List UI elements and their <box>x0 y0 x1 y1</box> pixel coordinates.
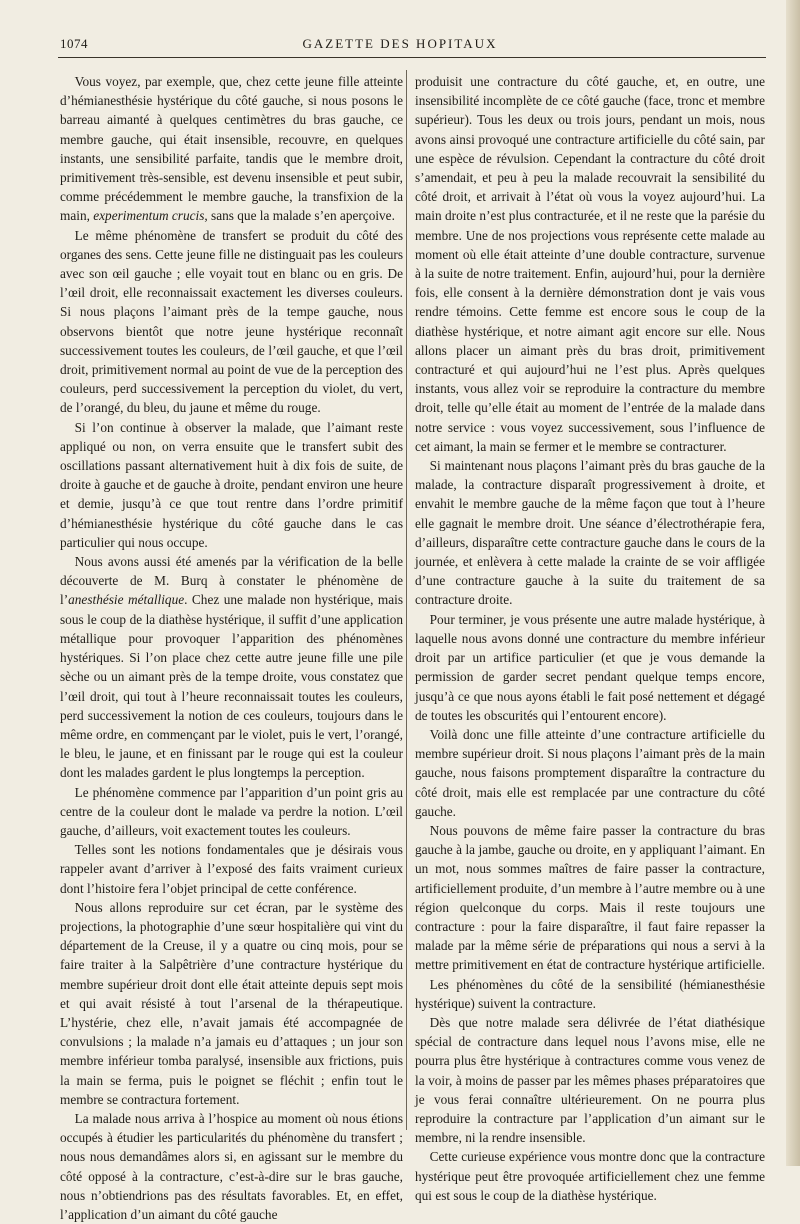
text-run: Cette curieuse expérience vous montre donc que la contracture hystérique peut être provoquée artificiellement chez une femme qui est sous le coup de la diathèse hystérique. <box>415 1149 765 1203</box>
paragraph <box>415 1013 765 1147</box>
text-run: Telles sont les notions fondamentales que je désirais vous rappeler avant d’arriver à l’exposé des faits vraiment curieux dont l’histoire fera l’objet principal de cette conférence. <box>60 842 403 896</box>
text-run: Nous avons aussi été amenés par la vérification de la belle découverte de M. Burq à constater le phénomène de l’ <box>60 554 403 608</box>
running-title: GAZETTE DES HOPITAUX <box>302 36 498 51</box>
paragraph <box>60 840 403 898</box>
text-run: Les phénomènes du côté de la sensibilité (hémianesthésie hystérique) suivent la contracture. <box>415 976 765 1011</box>
text-run: . Chez une malade non hystérique, mais sous le coup de la diathèse hystérique, il suffit d’une application métallique pour provoquer l’apparition des phénomènes hystériques. Si l’on place chez cette autre jeune fille une pile sèche ou un aimant près de la tempe droite, vous constatez que l’œil droit, qui tout à l’heure reconnaissait toutes les couleurs, perd successivement la notion de ces couleurs, toujours dans le même ordre, en commençant par le violet, puis le vert, l’orangé, le bleu, le jaune, et en finissant par le rouge qui est la couleur dont les malades gardent le plus longtemps la perception. <box>60 592 404 781</box>
text-run: Si maintenant nous plaçons l’aimant près du bras gauche de la malade, la contracture disparaît progressivement à droite, et envahit le membre gauche de la même façon que tout à l’heure elle gagnait le membre droit. Une séance d’électrothérapie fera, d’ailleurs, disparaître cette contracture gauche dans le cours de la journée, et enlèvera à cette malade la crainte de se voir affligée d’une contracture gauche à la suite du traitement de sa contracture droite. <box>415 458 765 608</box>
paragraph <box>60 783 403 841</box>
italic-text: experimentum crucis <box>93 208 205 224</box>
header-rule <box>58 57 766 58</box>
paragraph <box>60 552 403 782</box>
paragraph <box>60 418 403 552</box>
paragraph <box>415 821 765 975</box>
paragraph <box>60 72 403 226</box>
paragraph <box>415 975 765 1013</box>
paragraph <box>415 610 765 725</box>
text-run: Si l’on continue à observer la malade, que l’aimant reste appliqué ou non, on verra ensuite que le transfert subit des oscillations passant alternativement huit à dix fois de suite, de droite à gauche et de gauche à droite, pendant environ une heure et demie, jusqu’à ce que tout rentre dans l’ordre primitif d’hémianesthésie hystérique du côté gauche dans le cas particulier qui nous occupe. <box>60 419 403 550</box>
italic-text: anesthésie métallique <box>68 592 185 608</box>
text-run: Dès que notre malade sera délivrée de l’état diathésique spécial de contracture dans lequel nous l’avons mise, elle ne pourra plus être hystérique à contractures comme vous venez de la voir, à moins de passer par les mêmes phases préparatoires que je vous ferai connaître ultérieurement. On ne pourra plus reproduire la contracture par l’application d’un aimant sur le membre, ni la rendre insensible. <box>415 1014 765 1146</box>
text-run: Voilà donc une fille atteinte d’une contracture artificielle du membre supérieur droit. Si nous plaçons l’aimant près de la main gauche, nous faisons promptement disparaître la contracture du côté droit, mais elle est remplacée par une contracture du côté gauche. <box>415 726 765 819</box>
paragraph <box>415 72 765 456</box>
right-column <box>415 72 765 1205</box>
page-spine <box>786 0 800 1166</box>
text-run: Nous allons reproduire sur cet écran, par le système des projections, la photographie d’une sœur hospitalière qui vint du département de la Creuse, il y a quatre ou cinq mois, pour se faire traiter à la Salpêtrière d’une contracture hystérique du membre supérieur droit dont elle était atteinte depuis sept mois et qui avait résisté à tout l’arsenal de la thérapeutique. L’hystérie, chez elle, n’avait jamais été accompagnée de convulsions ; la malade n’a jamais eu d’attaques ; un jour son membre inférieur tomba paralysé, insensible aux frictions, puis la main se ferma, puis le poignet se fléchit ; enfin tout le membre se contractura fortement. <box>60 899 403 1107</box>
paragraph <box>60 1109 403 1224</box>
text-run: , sans que la malade s’en aperçoive. <box>204 208 395 224</box>
paragraph <box>415 1147 765 1205</box>
text-run: Nous pouvons de même faire passer la contracture du bras gauche à la jambe, gauche ou droite, en y appliquant l’aimant. En un mot, nous sommes maîtres de faire passer la contracture, artificiellement produite, d’un membre à l’autre membre ou à une région quelconque du corps. Mais il reste toujours une contracture : pour la faire disparaître, il faut faire repasser la malade par la même série de préparations qui nous a servi à la mettre primitivement en état de contracture hystérique artificielle. <box>415 822 765 973</box>
column-divider <box>406 70 407 1130</box>
left-column <box>60 72 403 1224</box>
text-run: produisit une contracture du côté gauche, et, en outre, une insensibilité incomplète de ce côté gauche (face, tronc et membre supérieur). Tous les deux ou trois jours, pendant un mois, nous avons ainsi provoqué une contracture artificielle du côté sain, par une espèce de révulsion. Cependant la contracture du côté droit s’amendait, et peu à peu la malade recouvrait la sensibilité du côté droit, et arrivait à l’état où vous la voyez aujourd’hui. La main droite n’est plus contracturée, et il ne reste que la parésie du membre. Une de nos projections vous représente cette malade au moment où elle était atteinte d’une double contracture, survenue à la suite de notre traitement. Enfin, aujourd’hui, pour la dernière fois, elle consent à la dernière démonstration dont je vais vous rendre témoins. Cette femme est encore sous le coup de la diathèse hystérique, et notre aimant agit encore sur elle. Nous allons placer un aimant près du bras droit, primitivement contracturé et qui aujourd’hui ne l’est plus. Après quelques instants, vous allez voir se reproduire la contracture du membre droit, telle qu’elle était au moment de l’entrée de la malade dans notre service : vous voyez successivement, sous l’influence de cet aimant, la main se fermer et le membre se contracturer. <box>415 74 765 454</box>
paragraph <box>60 898 403 1109</box>
text-run: Vous voyez, par exemple, que, chez cette jeune fille atteinte d’hémianesthésie hystérique du côté gauche, si nous posons le barreau aimanté à quelques centimètres du bras gauche, ce membre gauche, qui était insensible, recouvre, en quelques instants, une sensibilité parfaite, tandis que le membre droit, primitivement très-sensible, est devenu insensible et peut subir, comme précédemment le membre gauche, la transfixion de la main, <box>60 74 403 224</box>
text-run: Le même phénomène de transfert se produit du côté des organes des sens. Cette jeune fille ne distinguait pas les couleurs avec son œil gauche ; elle voyait tout en blanc ou en gris. De l’œil droit, elle reconnaissait exactement les diverses couleurs. Si nous plaçons l’aimant près de la tempe gauche, nous observons bientôt que notre jeune hystérique reconnaît successivement toutes les couleurs, de l’œil gauche, et que l’œil droit, primitivement normal au point de vue de la perception des couleurs, perd successivement la perception du violet, du vert, de l’orangé, du bleu, du jaune et même du rouge. <box>60 227 403 416</box>
paragraph <box>415 725 765 821</box>
text-run: La malade nous arriva à l’hospice au moment où nous étions occupés à étudier les particularités du phénomène du transfert ; nous nous demandâmes alors si, en agissant sur le membre du côté opposé à la contracture, c’est-à-dire sur le bras gauche, nous n’obtiendrions pas des résultats favorables. Et, en effet, l’application d’un aimant du côté gauche <box>60 1110 403 1222</box>
text-run: Le phénomène commence par l’apparition d’un point gris au centre de la couleur dont le malade va perdre la notion. L’œil gauche, d’ailleurs, voit exactement toutes les couleurs. <box>60 784 403 838</box>
paragraph <box>60 226 403 418</box>
page-number: 1074 <box>60 36 88 51</box>
text-run: Pour terminer, je vous présente une autre malade hystérique, à laquelle nous avons donné une contracture du membre inférieur droit par un artifice particulier (et que je vous demande la permission de garder secret pendant quelque temps encore, jusqu’à ce que nous ayons établi le fait posé nettement et dégagé de toutes les obscurités qui l’entourent encore). <box>415 611 765 723</box>
paragraph <box>415 456 765 610</box>
